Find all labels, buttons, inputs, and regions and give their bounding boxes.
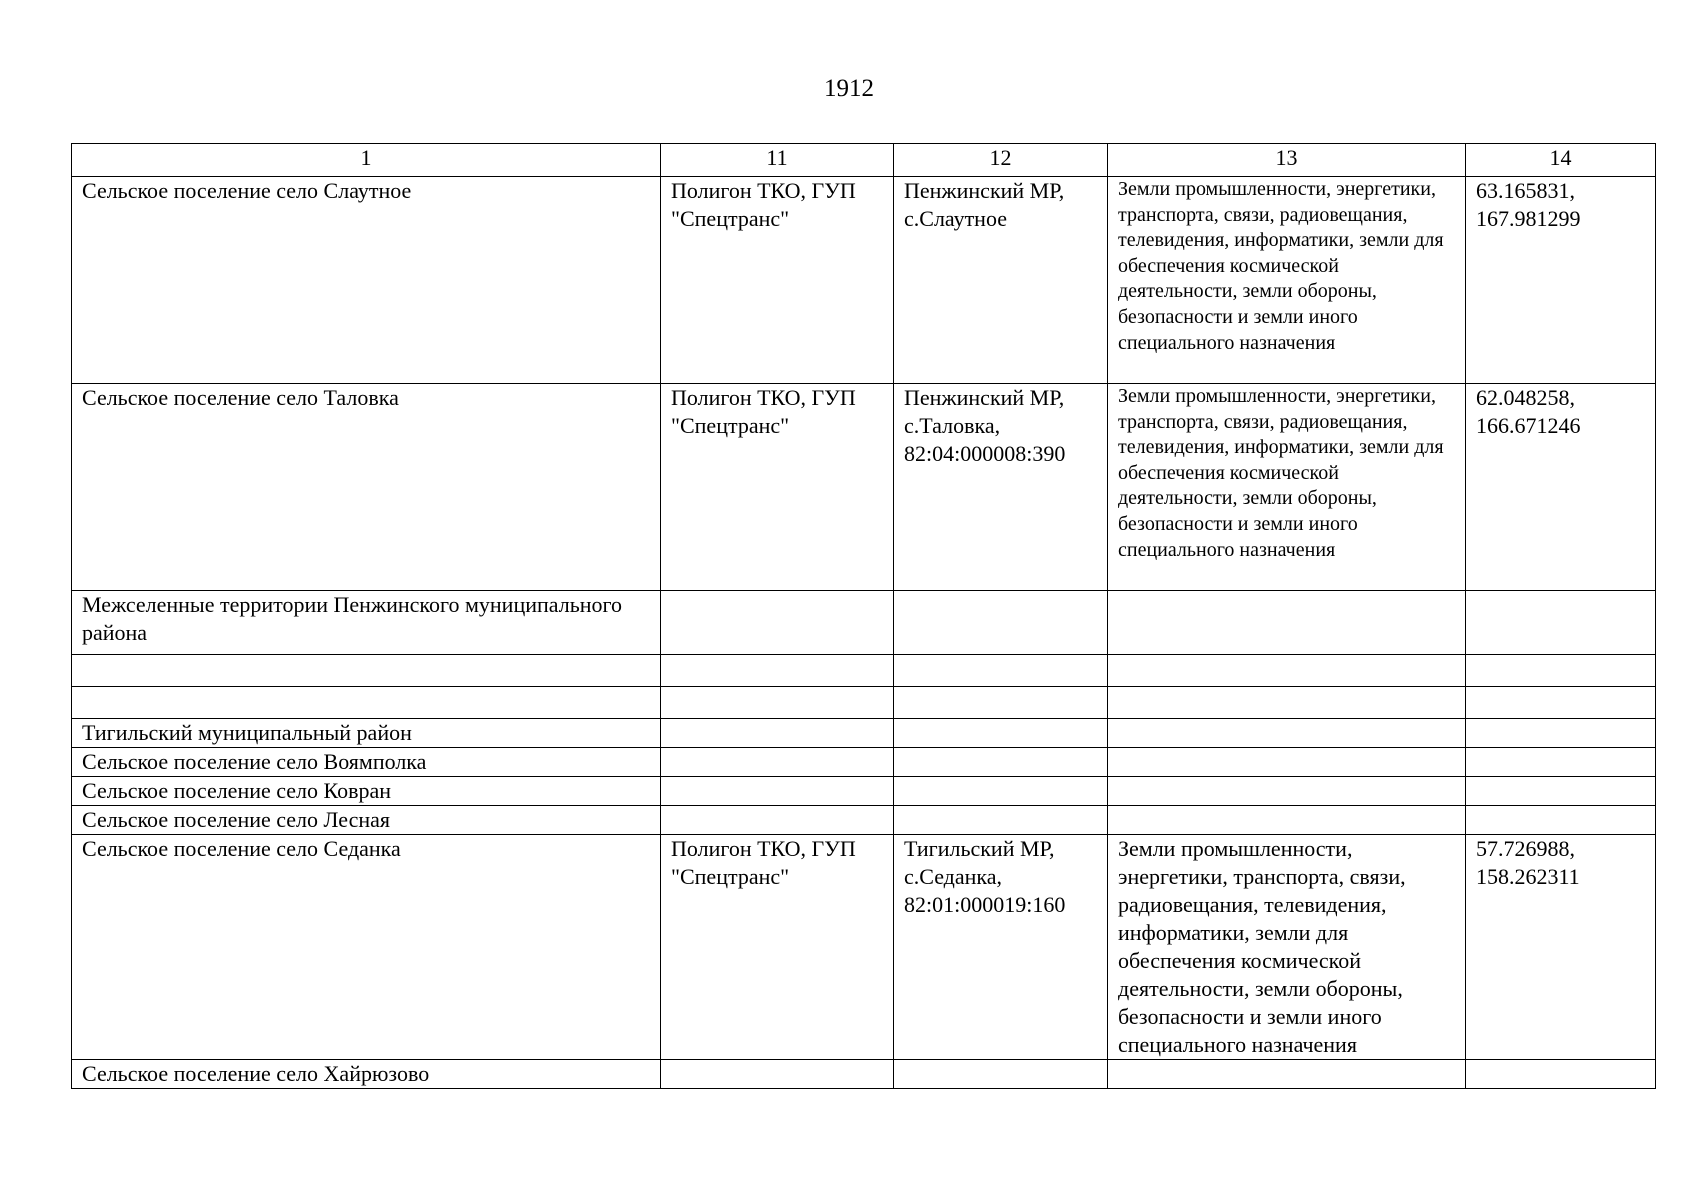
table-row bbox=[72, 719, 1656, 748]
settlement-cell: Сельское поселение село Слаутное bbox=[72, 177, 661, 384]
object-cell bbox=[661, 777, 894, 806]
location-cell: Пенжинский МР, с.Слаутное bbox=[894, 177, 1108, 384]
header-row bbox=[72, 144, 1656, 177]
object-cell bbox=[661, 719, 894, 748]
settlement-cell: Сельское поселение село Лесная bbox=[72, 806, 661, 835]
location-cell bbox=[894, 1060, 1108, 1089]
object-cell bbox=[661, 1060, 894, 1089]
table-row bbox=[72, 777, 1656, 806]
table-row bbox=[72, 835, 1656, 1060]
location-cell bbox=[894, 748, 1108, 777]
table-row bbox=[72, 655, 1656, 687]
land-category-cell bbox=[1108, 748, 1466, 777]
register-table bbox=[71, 143, 1656, 1089]
location-cell bbox=[894, 719, 1108, 748]
location-cell bbox=[894, 806, 1108, 835]
location-cell: Пенжинский МР, с.Таловка, 82:04:000008:390 bbox=[894, 384, 1108, 591]
table-row bbox=[72, 687, 1656, 719]
column-header-11: 11 bbox=[661, 144, 894, 177]
coordinates-cell bbox=[1466, 687, 1656, 719]
land-category-cell bbox=[1108, 777, 1466, 806]
coordinates-cell: 62.048258, 166.671246 bbox=[1466, 384, 1656, 591]
table-row bbox=[72, 806, 1656, 835]
settlement-cell: Сельское поселение село Хайрюзово bbox=[72, 1060, 661, 1089]
coordinates-cell bbox=[1466, 806, 1656, 835]
column-header-12: 12 bbox=[894, 144, 1108, 177]
settlement-cell: Сельское поселение село Ковран bbox=[72, 777, 661, 806]
land-category-cell: Земли промышленности, энергетики, транспорта, связи, радиовещания, телевидения, информатики, земли для обеспечения космической деятельности, земли обороны, безопасности и земли иного специального назначения bbox=[1108, 177, 1466, 384]
coordinates-cell bbox=[1466, 655, 1656, 687]
settlement-cell: Сельское поселение село Воямполка bbox=[72, 748, 661, 777]
coordinates-cell: 63.165831, 167.981299 bbox=[1466, 177, 1656, 384]
page-number: 1912 bbox=[824, 75, 874, 102]
land-category-cell bbox=[1108, 806, 1466, 835]
settlement-cell bbox=[72, 655, 661, 687]
coordinates-cell bbox=[1466, 591, 1656, 655]
land-category-cell bbox=[1108, 1060, 1466, 1089]
location-cell: Тигильский МР, с.Седанка, 82:01:000019:160 bbox=[894, 835, 1108, 1060]
object-cell: Полигон ТКО, ГУП "Спецтранс" bbox=[661, 384, 894, 591]
object-cell bbox=[661, 748, 894, 777]
location-cell bbox=[894, 687, 1108, 719]
settlement-cell bbox=[72, 687, 661, 719]
object-cell bbox=[661, 591, 894, 655]
land-category-cell bbox=[1108, 719, 1466, 748]
land-category-cell: Земли промышленности, энергетики, транспорта, связи, радиовещания, телевидения, информатики, земли для обеспечения космической деятельности, земли обороны, безопасности и земли иного специального назначения bbox=[1108, 835, 1466, 1060]
settlement-cell: Межселенные территории Пенжинского муниципального района bbox=[72, 591, 661, 655]
location-cell bbox=[894, 591, 1108, 655]
land-category-cell bbox=[1108, 655, 1466, 687]
table-row bbox=[72, 1060, 1656, 1089]
settlement-cell: Тигильский муниципальный район bbox=[72, 719, 661, 748]
object-cell: Полигон ТКО, ГУП "Спецтранс" bbox=[661, 835, 894, 1060]
settlement-cell: Сельское поселение село Седанка bbox=[72, 835, 661, 1060]
land-category-cell bbox=[1108, 687, 1466, 719]
table-row bbox=[72, 384, 1656, 591]
settlement-cell: Сельское поселение село Таловка bbox=[72, 384, 661, 591]
object-cell bbox=[661, 806, 894, 835]
object-cell: Полигон ТКО, ГУП "Спецтранс" bbox=[661, 177, 894, 384]
column-header-14: 14 bbox=[1466, 144, 1656, 177]
table-row bbox=[72, 591, 1656, 655]
table-row bbox=[72, 748, 1656, 777]
location-cell bbox=[894, 655, 1108, 687]
table-row bbox=[72, 177, 1656, 384]
coordinates-cell bbox=[1466, 719, 1656, 748]
location-cell bbox=[894, 777, 1108, 806]
object-cell bbox=[661, 687, 894, 719]
object-cell bbox=[661, 655, 894, 687]
land-category-cell: Земли промышленности, энергетики, транспорта, связи, радиовещания, телевидения, информатики, земли для обеспечения космической деятельности, земли обороны, безопасности и земли иного специального назначения bbox=[1108, 384, 1466, 591]
coordinates-cell bbox=[1466, 748, 1656, 777]
land-category-cell bbox=[1108, 591, 1466, 655]
coordinates-cell bbox=[1466, 1060, 1656, 1089]
coordinates-cell: 57.726988, 158.262311 bbox=[1466, 835, 1656, 1060]
column-header-13: 13 bbox=[1108, 144, 1466, 177]
column-header-1: 1 bbox=[72, 144, 661, 177]
coordinates-cell bbox=[1466, 777, 1656, 806]
